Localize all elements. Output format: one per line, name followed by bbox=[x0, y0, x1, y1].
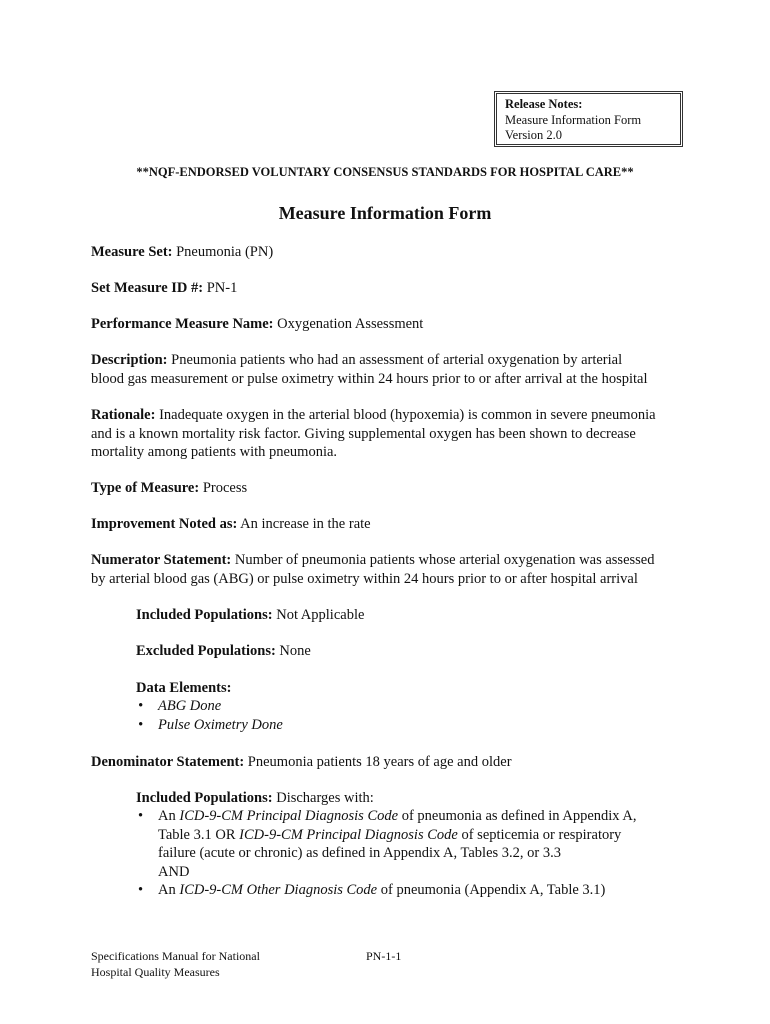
text: of pneumonia as defined in Appendix A, bbox=[398, 808, 637, 824]
performance-measure-name bbox=[91, 315, 423, 334]
numerator-text: by arterial blood gas (ABG) or pulse oximetry within 24 hours prior to or after hospital arrival bbox=[91, 570, 638, 587]
improvement-noted-value: An increase in the rate bbox=[240, 516, 371, 532]
set-measure-id-value: PN-1 bbox=[206, 280, 238, 296]
set-measure-id bbox=[91, 279, 237, 298]
numerator-included-value: Not Applicable bbox=[276, 607, 365, 623]
text: AND bbox=[158, 863, 190, 880]
data-elements-label: Data Elements: bbox=[136, 680, 232, 696]
footer-line: Specifications Manual for National bbox=[91, 949, 260, 963]
numerator-statement bbox=[91, 551, 654, 588]
numerator-included bbox=[136, 606, 364, 625]
description bbox=[91, 351, 648, 388]
denominator-included bbox=[136, 789, 374, 808]
text: failure (acute or chronic) as defined in Appendix A, Tables 3.2, or 3.3 bbox=[158, 845, 561, 861]
numerator-label: Numerator Statement: bbox=[91, 552, 232, 568]
description-text: blood gas measurement or pulse oximetry within 24 hours prior to or after arrival at the hospital bbox=[91, 370, 648, 387]
improvement-noted-label: Improvement Noted as: bbox=[91, 516, 238, 532]
denominator-included-label: Included Populations: bbox=[136, 790, 273, 806]
numerator-excluded bbox=[136, 642, 311, 661]
code-name: ICD-9-CM Principal Diagnosis Code bbox=[179, 808, 399, 824]
footer-manual-title bbox=[91, 949, 260, 980]
text: Table 3.1 OR bbox=[158, 826, 240, 843]
list-item: • Pulse Oximetry Done bbox=[136, 716, 283, 735]
release-notes-version: Version 2.0 bbox=[505, 128, 562, 142]
numerator-text: Number of pneumonia patients whose arterial oxygenation was assessed bbox=[234, 552, 655, 568]
numerator-excluded-label: Excluded Populations: bbox=[136, 643, 276, 659]
denominator-value: Pneumonia patients 18 years of age and older bbox=[247, 754, 512, 770]
text: An bbox=[158, 882, 180, 898]
text: of septicemia or respiratory bbox=[457, 826, 622, 843]
denominator-included-value: Discharges with: bbox=[276, 790, 374, 806]
list-item bbox=[136, 807, 636, 881]
release-notes-box bbox=[496, 93, 681, 145]
measure-set-value: Pneumonia (PN) bbox=[176, 244, 274, 260]
list-item: • ABG Done bbox=[136, 697, 283, 716]
measure-set-label: Measure Set: bbox=[91, 244, 173, 260]
type-of-measure-value: Process bbox=[202, 480, 248, 496]
numerator-excluded-value: None bbox=[279, 643, 311, 659]
footer-line: Hospital Quality Measures bbox=[91, 964, 220, 979]
code-name: ICD-9-CM Other Diagnosis Code bbox=[179, 882, 378, 898]
denominator-label: Denominator Statement: bbox=[91, 754, 245, 770]
list-item bbox=[136, 881, 636, 900]
release-notes-line: Measure Information Form bbox=[505, 112, 642, 127]
rationale-label: Rationale: bbox=[91, 407, 156, 423]
set-measure-id-label: Set Measure ID #: bbox=[91, 280, 204, 296]
text: of pneumonia (Appendix A, Table 3.1) bbox=[377, 882, 606, 898]
performance-measure-name-value: Oxygenation Assessment bbox=[277, 316, 424, 332]
description-text: Pneumonia patients who had an assessment of arterial oxygenation by arterial bbox=[171, 352, 623, 368]
numerator-included-label: Included Populations: bbox=[136, 607, 273, 623]
improvement-noted bbox=[91, 515, 371, 534]
page-number: PN-1-1 bbox=[366, 949, 402, 963]
banner: **NQF-ENDORSED VOLUNTARY CONSENSUS STANDARDS FOR HOSPITAL CARE** bbox=[136, 165, 634, 179]
denominator-statement bbox=[91, 753, 512, 772]
code-name: ICD-9-CM Principal Diagnosis Code bbox=[239, 826, 458, 843]
rationale bbox=[91, 406, 656, 462]
release-notes-title: Release Notes: bbox=[505, 97, 583, 111]
rationale-text: and is a known mortality risk factor. Giving supplemental oxygen has been shown to decrease bbox=[91, 425, 636, 442]
type-of-measure-label: Type of Measure: bbox=[91, 480, 200, 496]
rationale-text: Inadequate oxygen in the arterial blood (hypoxemia) is common in severe pneumonia bbox=[159, 407, 656, 423]
text: An bbox=[158, 808, 180, 824]
type-of-measure bbox=[91, 479, 247, 498]
denominator-included-list bbox=[136, 807, 636, 900]
performance-measure-name-label: Performance Measure Name: bbox=[91, 316, 274, 332]
data-elements-list bbox=[136, 697, 283, 734]
description-label: Description: bbox=[91, 352, 168, 368]
page-title: Measure Information Form bbox=[278, 203, 492, 223]
rationale-text: mortality among patients with pneumonia. bbox=[91, 444, 338, 460]
measure-set bbox=[91, 243, 273, 262]
